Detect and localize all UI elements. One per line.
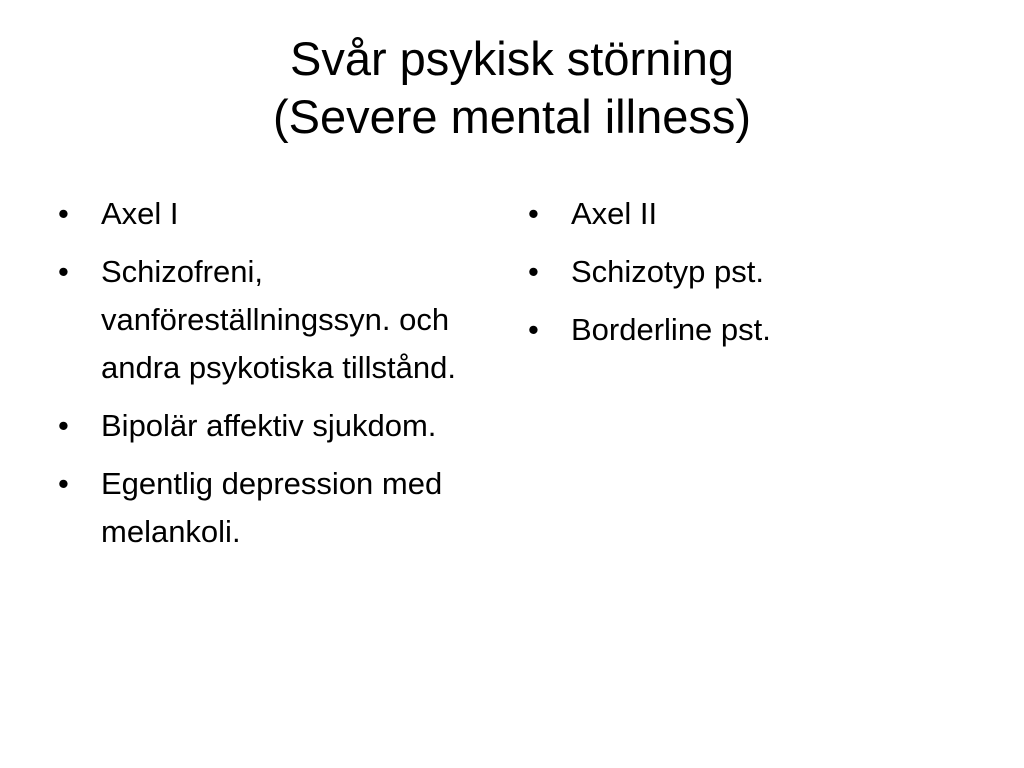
list-item [528,306,958,354]
list-item-text: Bipolär affektiv sjukdom. [101,408,437,443]
left-bullet-list [58,190,488,566]
bullet-icon: • [58,254,69,289]
list-item-text: Borderline pst. [571,312,771,347]
bullet-icon: • [58,466,69,501]
slide-title [0,30,1024,146]
list-item [58,190,488,238]
right-bullet-list [528,190,958,364]
list-item-text: Axel I [101,196,179,231]
list-item-text: Schizofreni, vanföreställningssyn. och andra psykotiska tillstånd. [101,254,456,385]
list-item-text: Egentlig depression med melankoli. [101,466,443,549]
list-item [528,190,958,238]
bullet-icon: • [528,254,539,289]
bullet-icon: • [58,196,69,231]
list-item [58,248,488,392]
bullet-icon: • [528,312,539,347]
list-item [528,248,958,296]
title-line-2: (Severe mental illness) [272,90,751,143]
bullet-icon: • [58,408,69,443]
list-item-text: Axel II [571,196,658,231]
list-item [58,460,488,556]
list-item-text: Schizotyp pst. [571,254,764,289]
bullet-icon: • [528,196,539,231]
list-item [58,402,488,450]
title-line-1: Svår psykisk störning [289,32,735,85]
